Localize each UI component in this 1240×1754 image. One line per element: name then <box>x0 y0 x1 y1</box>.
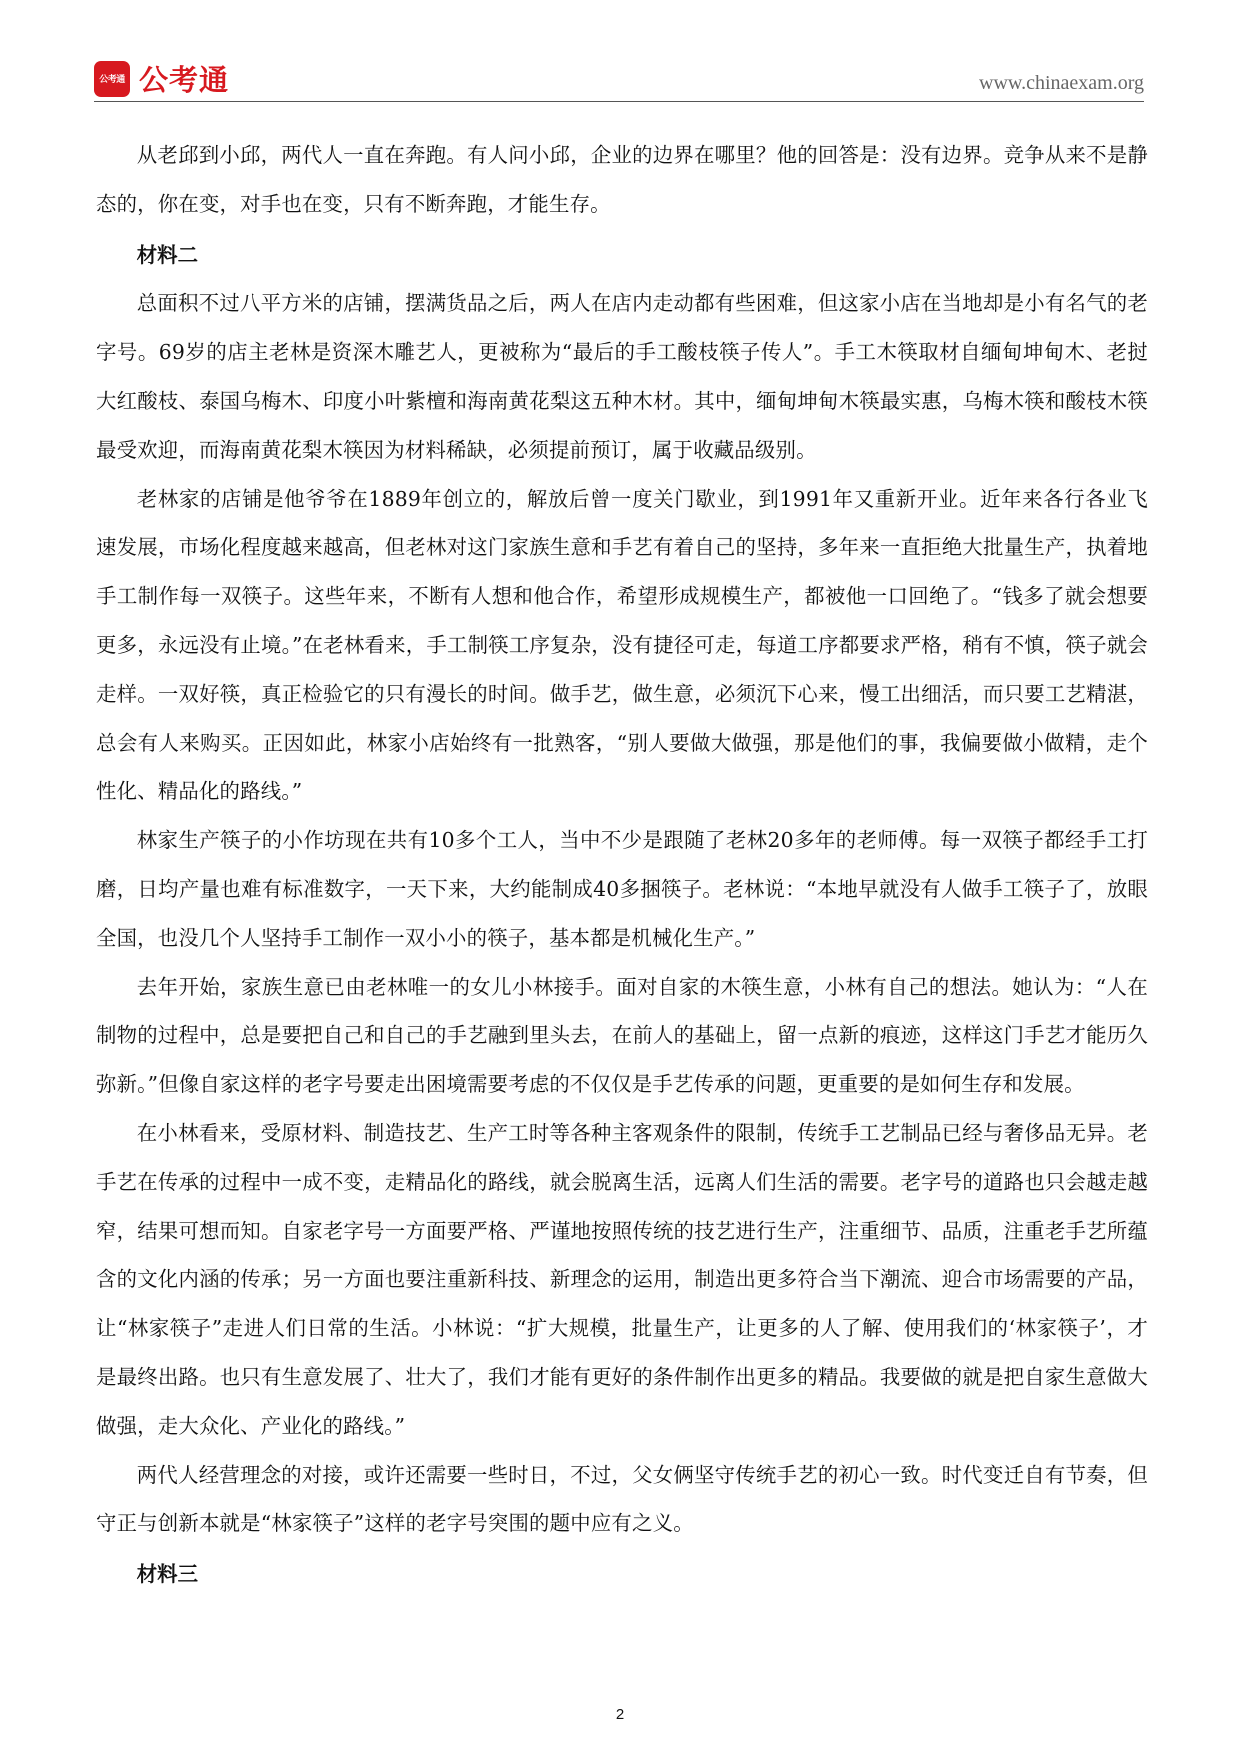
paragraph: 林家生产筷子的小作坊现在共有10多个工人，当中不少是跟随了老林20多年的老师傅。每一双筷子都经手工打磨，日均产量也难有标准数字，一天下来，大约能制成40多捆筷子。老林说：“本地早就没有人做手工筷子了，放眼全国，也没几个人坚持手工制作一双小小的筷子，基本都是机械化生产。” <box>96 828 1148 950</box>
page-header <box>94 56 1144 100</box>
logo-text: 公考通 <box>139 63 230 97</box>
page-number: 2 <box>615 1706 625 1723</box>
paragraph: 去年开始，家族生意已由老林唯一的女儿小林接手。面对自家的木筷生意，小林有自己的想法。她认为：“人在制物的过程中，总是要把自己和自己的手艺融到里头去，在前人的基础上，留一点新的痕迹，这样这门手艺才能历久弥新。”但像自家这样的老字号要走出困境需要考虑的不仅仅是手艺传承的问题，更重要的是如何生存和发展。 <box>96 974 1148 1097</box>
paragraph: 两代人经营理念的对接，或许还需要一些时日，不过，父女俩坚守传统手艺的初心一致。时代变迁自有节奏，但守正与创新本就是“林家筷子”这样的老字号突围的题中应有之义。 <box>96 1462 1148 1536</box>
logo-badge-icon: 公考通 <box>94 61 130 97</box>
section-heading-material-2: 材料二 <box>136 242 198 267</box>
section-heading-material-3: 材料三 <box>136 1562 198 1587</box>
logo[interactable] <box>94 58 229 99</box>
document-body <box>96 131 1148 1599</box>
header-divider <box>94 101 1144 102</box>
paragraph: 老林家的店铺是他爷爷在1889年创立的，解放后曾一度关门歇业，到1991年又重新开业。近年来各行各业飞速发展，市场化程度越来越高，但老林对这门家族生意和手艺有着自己的坚持，多年来一直拒绝大批量生产，执着地手工制作每一双筷子。这些年来，不断有人想和他合作，希望形成规模生产，都被他一口回绝了。“钱多了就会想要更多，永远没有止境。”在老林看来，手工制筷工序复杂，没有捷径可走，每道工序都要求严格，稍有不慎，筷子就会走样。一双好筷，真正检验它的只有漫长的时间。做手艺，做生意，必须沉下心来，慢工出细活，而只要工艺精湛，总会有人来购买。正因如此，林家小店始终有一批熟客，“别人要做大做强，那是他们的事，我偏要做小做精，走个性化、精品化的路线。” <box>96 486 1148 804</box>
paragraph: 在小林看来，受原材料、制造技艺、生产工时等各种主客观条件的限制，传统手工艺制品已经与奢侈品无异。老手艺在传承的过程中一成不变，走精品化的路线，就会脱离生活，远离人们生活的需要。老字号的道路也只会越走越窄，结果可想而知。自家老字号一方面要严格、严谨地按照传统的技艺进行生产，注重细节、品质，注重老手艺所蕴含的文化内涵的传承；另一方面也要注重新科技、新理念的运用，制造出更多符合当下潮流、迎合市场需要的产品，让“林家筷子”走进人们日常的生活。小林说：“扩大规模，批量生产，让更多的人了解、使用我们的‘林家筷子’，才是最终出路。也只有生意发展了、壮大了，我们才能有更好的条件制作出更多的精品。我要做的就是把自家生意做大做强，走大众化、产业化的路线。” <box>96 1120 1148 1438</box>
paragraph: 总面积不过八平方米的店铺，摆满货品之后，两人在店内走动都有些困难，但这家小店在当地却是小有名气的老字号。69岁的店主老林是资深木雕艺人，更被称为“最后的手工酸枝筷子传人”。手工木筷取材自缅甸坤甸木、老挝大红酸枝、泰国乌梅木、印度小叶紫檀和海南黄花梨这五种木材。其中，缅甸坤甸木筷最实惠，乌梅木筷和酸枝木筷最受欢迎，而海南黄花梨木筷因为材料稀缺，必须提前预订，属于收藏品级别。 <box>96 291 1148 462</box>
paragraph: 从老邱到小邱，两代人一直在奔跑。有人问小邱，企业的边界在哪里？他的回答是：没有边界。竞争从来不是静态的，你在变，对手也在变，只有不断奔跑，才能生存。 <box>96 143 1148 216</box>
site-url[interactable]: www.chinaexam.org <box>979 72 1144 94</box>
